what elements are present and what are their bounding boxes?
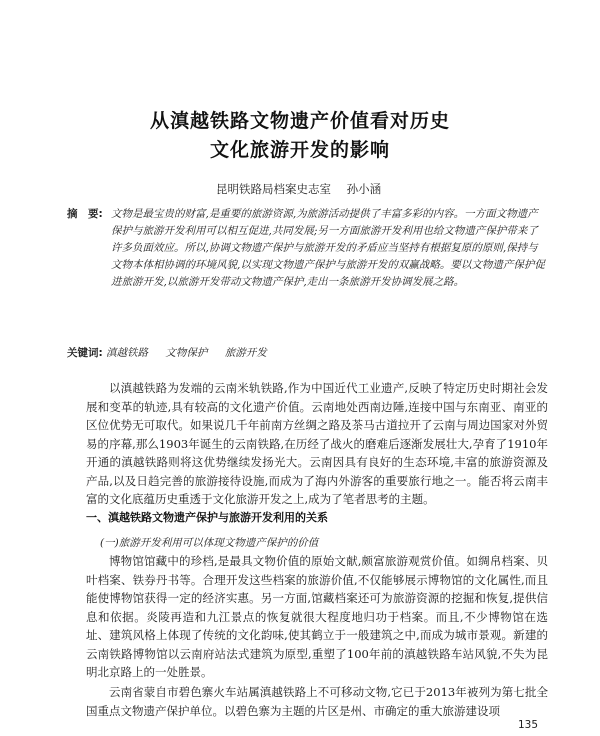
abstract-block (67, 206, 547, 291)
intro-paragraph: 以滇越铁路为发端的云南米轨铁路,作为中国近代工业遗产,反映了特定历史时期社会发展和变革的轨迹,具有较高的文化遗产价值。云南地处西南边陲,连接中国与东南亚、南亚的区位优势无可取代。如果说几千年前南方丝绸之路及茶马古道拉开了云南与周边国家对外贸易的序幕,那么1903年诞生的云南铁路,在历经了战火的磨难后逐渐发展壮大,孕育了1910年开通的滇越铁路则将这优势继续发扬光大。云南因具有良好的生态环境,丰富的旅游资源及产品,以及日趋完善的旅游接待设施,而成为了海内外游客的重要旅行地之一。能否将云南丰富的文化底蕴历史重透于文化旅游开发之上,成为了笔者思考的主题。 (86, 381, 548, 506)
author-line (216, 181, 516, 197)
author-name: 孙小涵 (346, 182, 382, 196)
keywords-label: 关键词: (67, 347, 103, 359)
keyword: 文物保护 (165, 347, 208, 359)
abstract-label: 摘 要: (67, 208, 103, 220)
body-paragraph: 云南省蒙自市碧色寨火车站属滇越铁路上不可移动文物,它已于2013年被列为第七批全国重点文物遗产保护单位。以碧色寨为主题的片区是州、市确定的重大旅游建设项 (86, 685, 548, 718)
section-heading: 一、滇越铁路文物遗产保护与旅游开发利用的关系 (86, 511, 328, 524)
keyword: 旅游开发 (224, 347, 267, 359)
article-title-line-1: 从滇越铁路文物遗产价值看对历史 (149, 110, 450, 132)
body-paragraph: 博物馆馆藏中的珍档,是最具文物价值的原始文献,颇富旅游观赏价值。如绸帛档案、贝叶档案、铁券丹书等。合理开发这些档案的旅游价值,不仅能够展示博物馆的文化属性,而且能使博物馆获得一定的经济实惠。另一方面,馆藏档案还可为旅游资源的挖掘和恢复,提供信息和依据。炎陵再造和九江景点的恢复就很大程度地归功于档案。而且,不少博物馆在选址、建筑风格上体现了传统的文化韵味,使其鹤立于一般建筑之中,而成为城市景观。新建的云南铁路博物馆以云南府站法式建筑为原型,重塑了100年前的滇越铁路车站风貌,不失为昆明北京路上的一处胜景。 (86, 554, 548, 679)
abstract-text: 文物是最宝贵的财富,是重要的旅游资源,为旅游活动提供了丰富多彩的内容。一方面文物遗产保护与旅游开发利用可以相互促进,共同发展;另一方面旅游开发利用也给文物遗产保护带来了许多负面效应。所以,协调文物遗产保护与旅游开发的矛盾应当坚持有根据复原的原则,保持与文物本体相协调的环境风貌,以实现文物遗产保护与旅游开发的双赢战略。要以文物遗产保护促进旅游开发,以旅游开发带动文物遗产保护,走出一条旅游开发协调发展之路。 (111, 208, 545, 288)
page-number: 135 (517, 719, 538, 731)
author-affiliation: 昆明铁路局档案史志室 (216, 182, 331, 196)
keyword: 滇越铁路 (106, 347, 149, 359)
keywords-block (67, 345, 547, 360)
subsection-heading: (一)旅游开发利用可以体现文物遗产保护的价值 (100, 537, 319, 549)
article-title-line-2: 文化旅游开发的影响 (209, 139, 390, 161)
